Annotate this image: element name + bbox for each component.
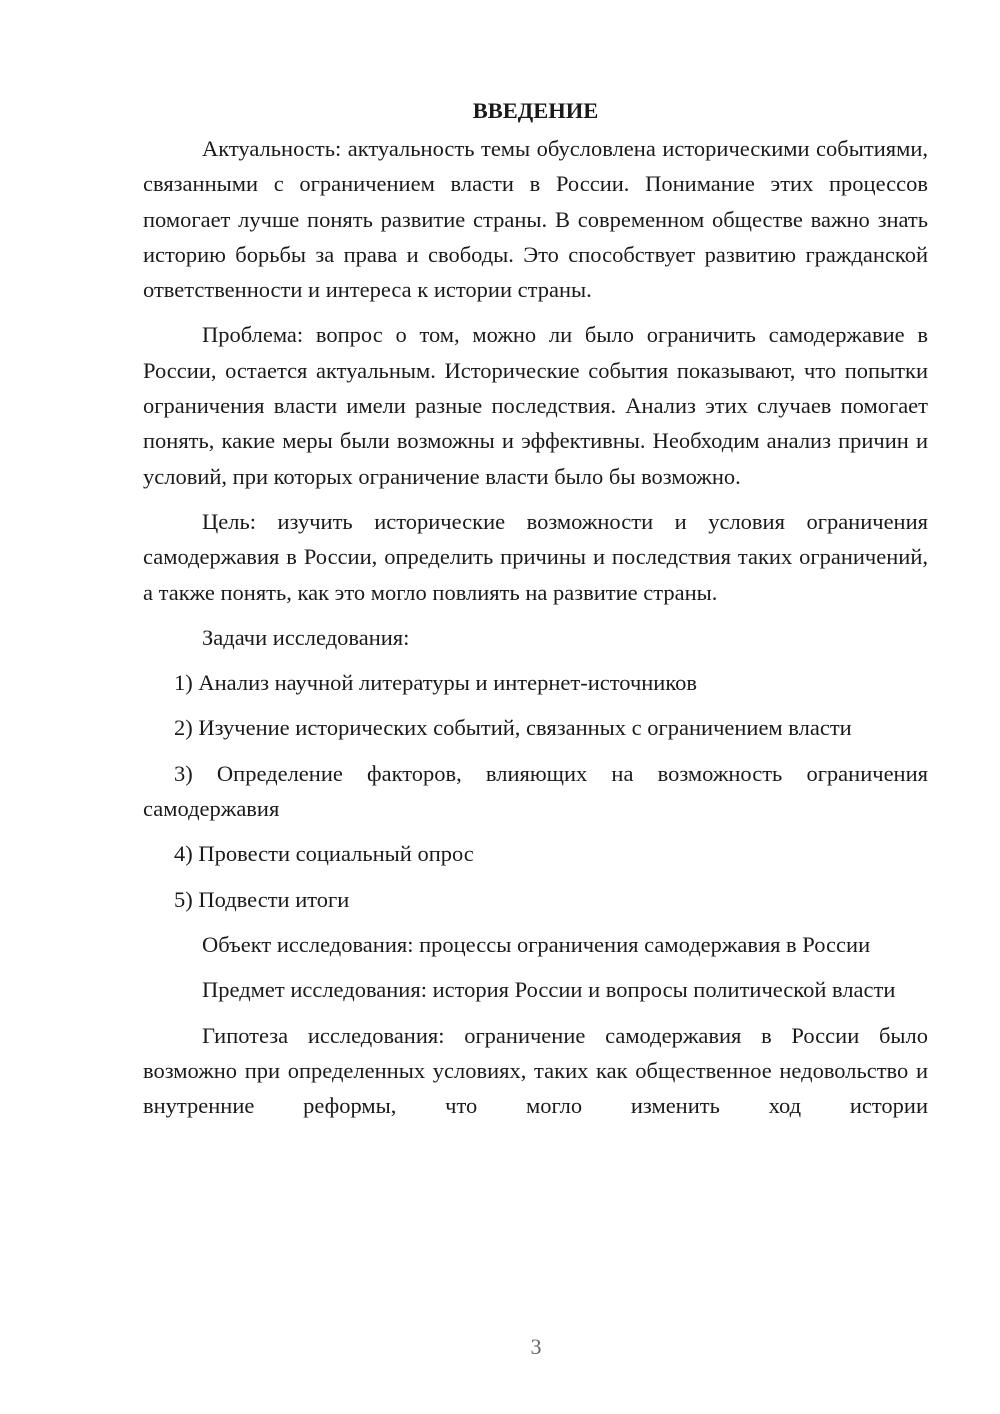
task-item-4: 4) Провести социальный опрос bbox=[174, 841, 474, 867]
section-title: ВВЕДЕНИЕ bbox=[472, 98, 599, 123]
subject-paragraph: Предмет исследования: история России и вопросы политической власти bbox=[202, 977, 896, 1003]
goal-paragraph: Цель: изучить исторические возможности и условия ограничения самодержавия в России, определить причины и последствия таких ограничений, а также понять, как это могло повлиять на развитие страны. bbox=[143, 508, 928, 605]
page-content bbox=[143, 93, 928, 1133]
task-item-2: 2) Изучение исторических событий, связанных с ограничением власти bbox=[174, 715, 852, 741]
hypothesis-paragraph: Гипотеза исследования: ограничение самодержавия в России было возможно при определенных условиях, таких как общественное недовольство и внутренние реформы, что могло изменить ход истории bbox=[143, 1022, 928, 1119]
object-paragraph: Объект исследования: процессы ограничения самодержавия в России bbox=[202, 931, 871, 957]
task-item-3: 3) Определение факторов, влияющих на возможность ограничения самодержавия bbox=[143, 760, 928, 822]
problem-paragraph: Проблема: вопрос о том, можно ли было ограничить самодержавие в России, остается актуальным. Исторические события показывают, что попытки ограничения власти имели разные последствия. Анализ этих случаев помогает понять, какие меры были возможны и эффективны. Необходим анализ причин и условий, при которых ограничение власти было бы возможно. bbox=[143, 322, 928, 489]
tasks-heading: Задачи исследования: bbox=[202, 624, 410, 650]
page-number: 3 bbox=[530, 1334, 542, 1359]
relevance-paragraph: Актуальность: актуальность темы обусловлена историческими событиями, связанными с ограничением власти в России. Понимание этих процессов помогает лучше понять развитие страны. В современном обществе важно знать историю борьбы за права и свободы. Это способствует развитию гражданской ответственности и интереса к истории страны. bbox=[143, 136, 928, 303]
task-item-1: 1) Анализ научной литературы и интернет-источников bbox=[174, 670, 698, 696]
task-item-5: 5) Подвести итоги bbox=[174, 886, 350, 912]
